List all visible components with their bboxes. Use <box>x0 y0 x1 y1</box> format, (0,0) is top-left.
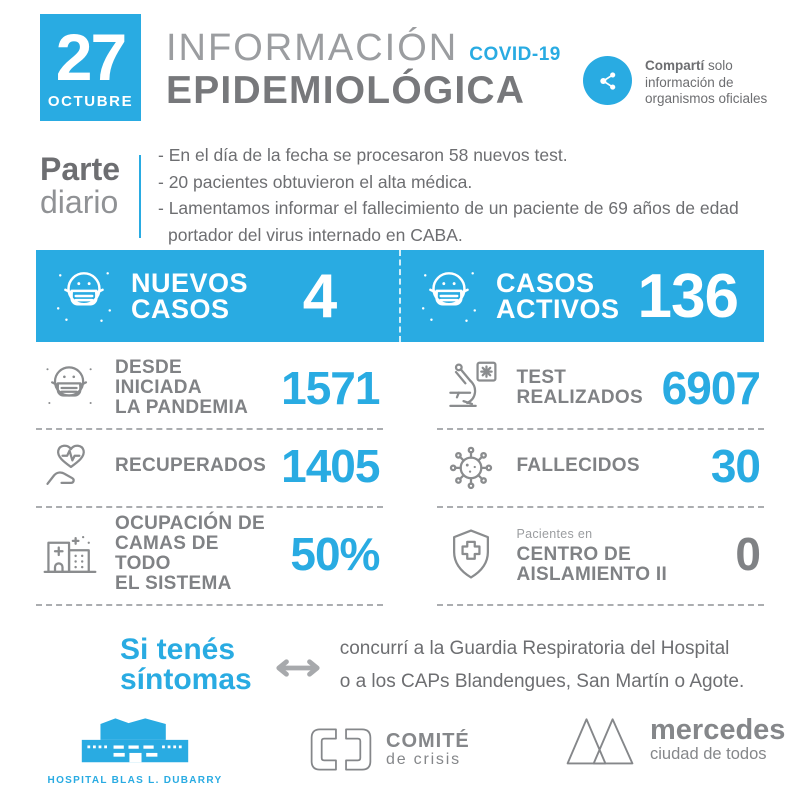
stat-label: TEST REALIZADOS <box>516 367 643 408</box>
stat-value: 0 <box>735 528 760 580</box>
daily-report-bullets <box>158 142 739 248</box>
hospital-building-icon <box>40 524 100 584</box>
bullet-item: - En el día de la fecha se procesaron 58 nuevos test. <box>158 145 568 165</box>
stat-fallecidos <box>437 430 764 508</box>
bullet-item: - 20 pacientes obtuvieron el alta médica. <box>158 171 473 192</box>
mercedes-logo <box>564 712 636 768</box>
stat-value: 30 <box>710 440 760 492</box>
virus-icon <box>441 436 501 496</box>
banner-value-nuevos-casos: 4 <box>302 261 337 331</box>
comite-label: COMITÉ de crisis <box>386 729 470 768</box>
date-badge <box>40 14 141 121</box>
hospital-caption: HOSPITAL BLAS L. DUBARRY <box>47 775 223 786</box>
stat-value: 1405 <box>281 440 380 492</box>
highlight-banner <box>36 250 764 342</box>
comite-logo <box>308 726 374 773</box>
stat-label: Pacientes en CENTRO DE AISLAMIENTO II <box>516 524 667 585</box>
banner-nuevos-casos <box>36 250 399 342</box>
stat-value: 50% <box>290 528 380 580</box>
stat-pre-label: Pacientes en <box>516 526 593 541</box>
stat-desde-pandemia <box>36 352 383 430</box>
banner-value-casos-activos: 136 <box>637 261 738 331</box>
symptoms-section <box>36 632 764 698</box>
date-day: 27 <box>55 20 126 94</box>
share-text: Compartí solo información de organismos oficiales <box>645 58 768 106</box>
title-main: INFORMACIÓN <box>166 27 459 69</box>
bullet-item-continuation: portador del virus internado en CABA. <box>168 224 463 245</box>
shield-cross-icon <box>441 524 501 584</box>
stat-ocupacion-camas <box>36 508 383 606</box>
stat-label: OCUPACIÓN DE CAMAS DE TODO EL SISTEMA <box>115 513 265 594</box>
stat-value: 6907 <box>661 362 760 414</box>
date-month: OCTUBRE <box>47 93 134 110</box>
comite-logo-block <box>308 726 470 773</box>
symptoms-headline: Si tenés síntomas <box>120 633 252 696</box>
banner-label: NUEVOS CASOS <box>131 268 249 324</box>
hospital-logo-block <box>40 710 230 786</box>
title-covid-badge: COVID-19 <box>469 44 561 65</box>
share-notice <box>583 56 767 108</box>
mercedes-label: mercedes ciudad de todos <box>650 713 786 763</box>
footer <box>36 704 786 794</box>
symptoms-text: concurrí a la Guardia Respiratoria del Hospital o a los CAPs Blandengues, San Martín o Agote. <box>339 638 745 692</box>
masked-face-icon <box>40 358 100 418</box>
bullet-item: - Lamentamos informar el fallecimiento de un paciente de 69 años de edad <box>158 198 739 218</box>
stat-test-realizados <box>437 352 764 430</box>
stat-recuperados <box>36 430 383 508</box>
masked-face-icon <box>52 263 118 329</box>
banner-label: CASOS ACTIVOS <box>496 268 620 324</box>
stats-grid <box>36 352 764 606</box>
heart-hand-icon <box>40 436 100 496</box>
stat-value: 1571 <box>281 362 380 414</box>
vertical-divider <box>139 155 141 238</box>
stat-label: DESDE INICIADA LA PANDEMIA <box>115 357 249 418</box>
microscope-icon <box>441 358 501 418</box>
double-arrow-icon <box>274 657 322 679</box>
share-icon <box>583 56 632 105</box>
stat-centro-aislamiento <box>437 508 764 606</box>
masked-face-icon <box>417 263 483 329</box>
parte-diario-label: Parte diario <box>40 151 121 220</box>
banner-casos-activos <box>399 250 764 342</box>
page-title <box>166 27 561 112</box>
title-sub: EPIDEMIOLÓGICA <box>166 68 526 112</box>
hospital-logo <box>73 710 197 766</box>
mercedes-logo-block <box>564 712 785 768</box>
stat-label: FALLECIDOS <box>516 455 640 476</box>
stat-label: RECUPERADOS <box>115 455 267 476</box>
